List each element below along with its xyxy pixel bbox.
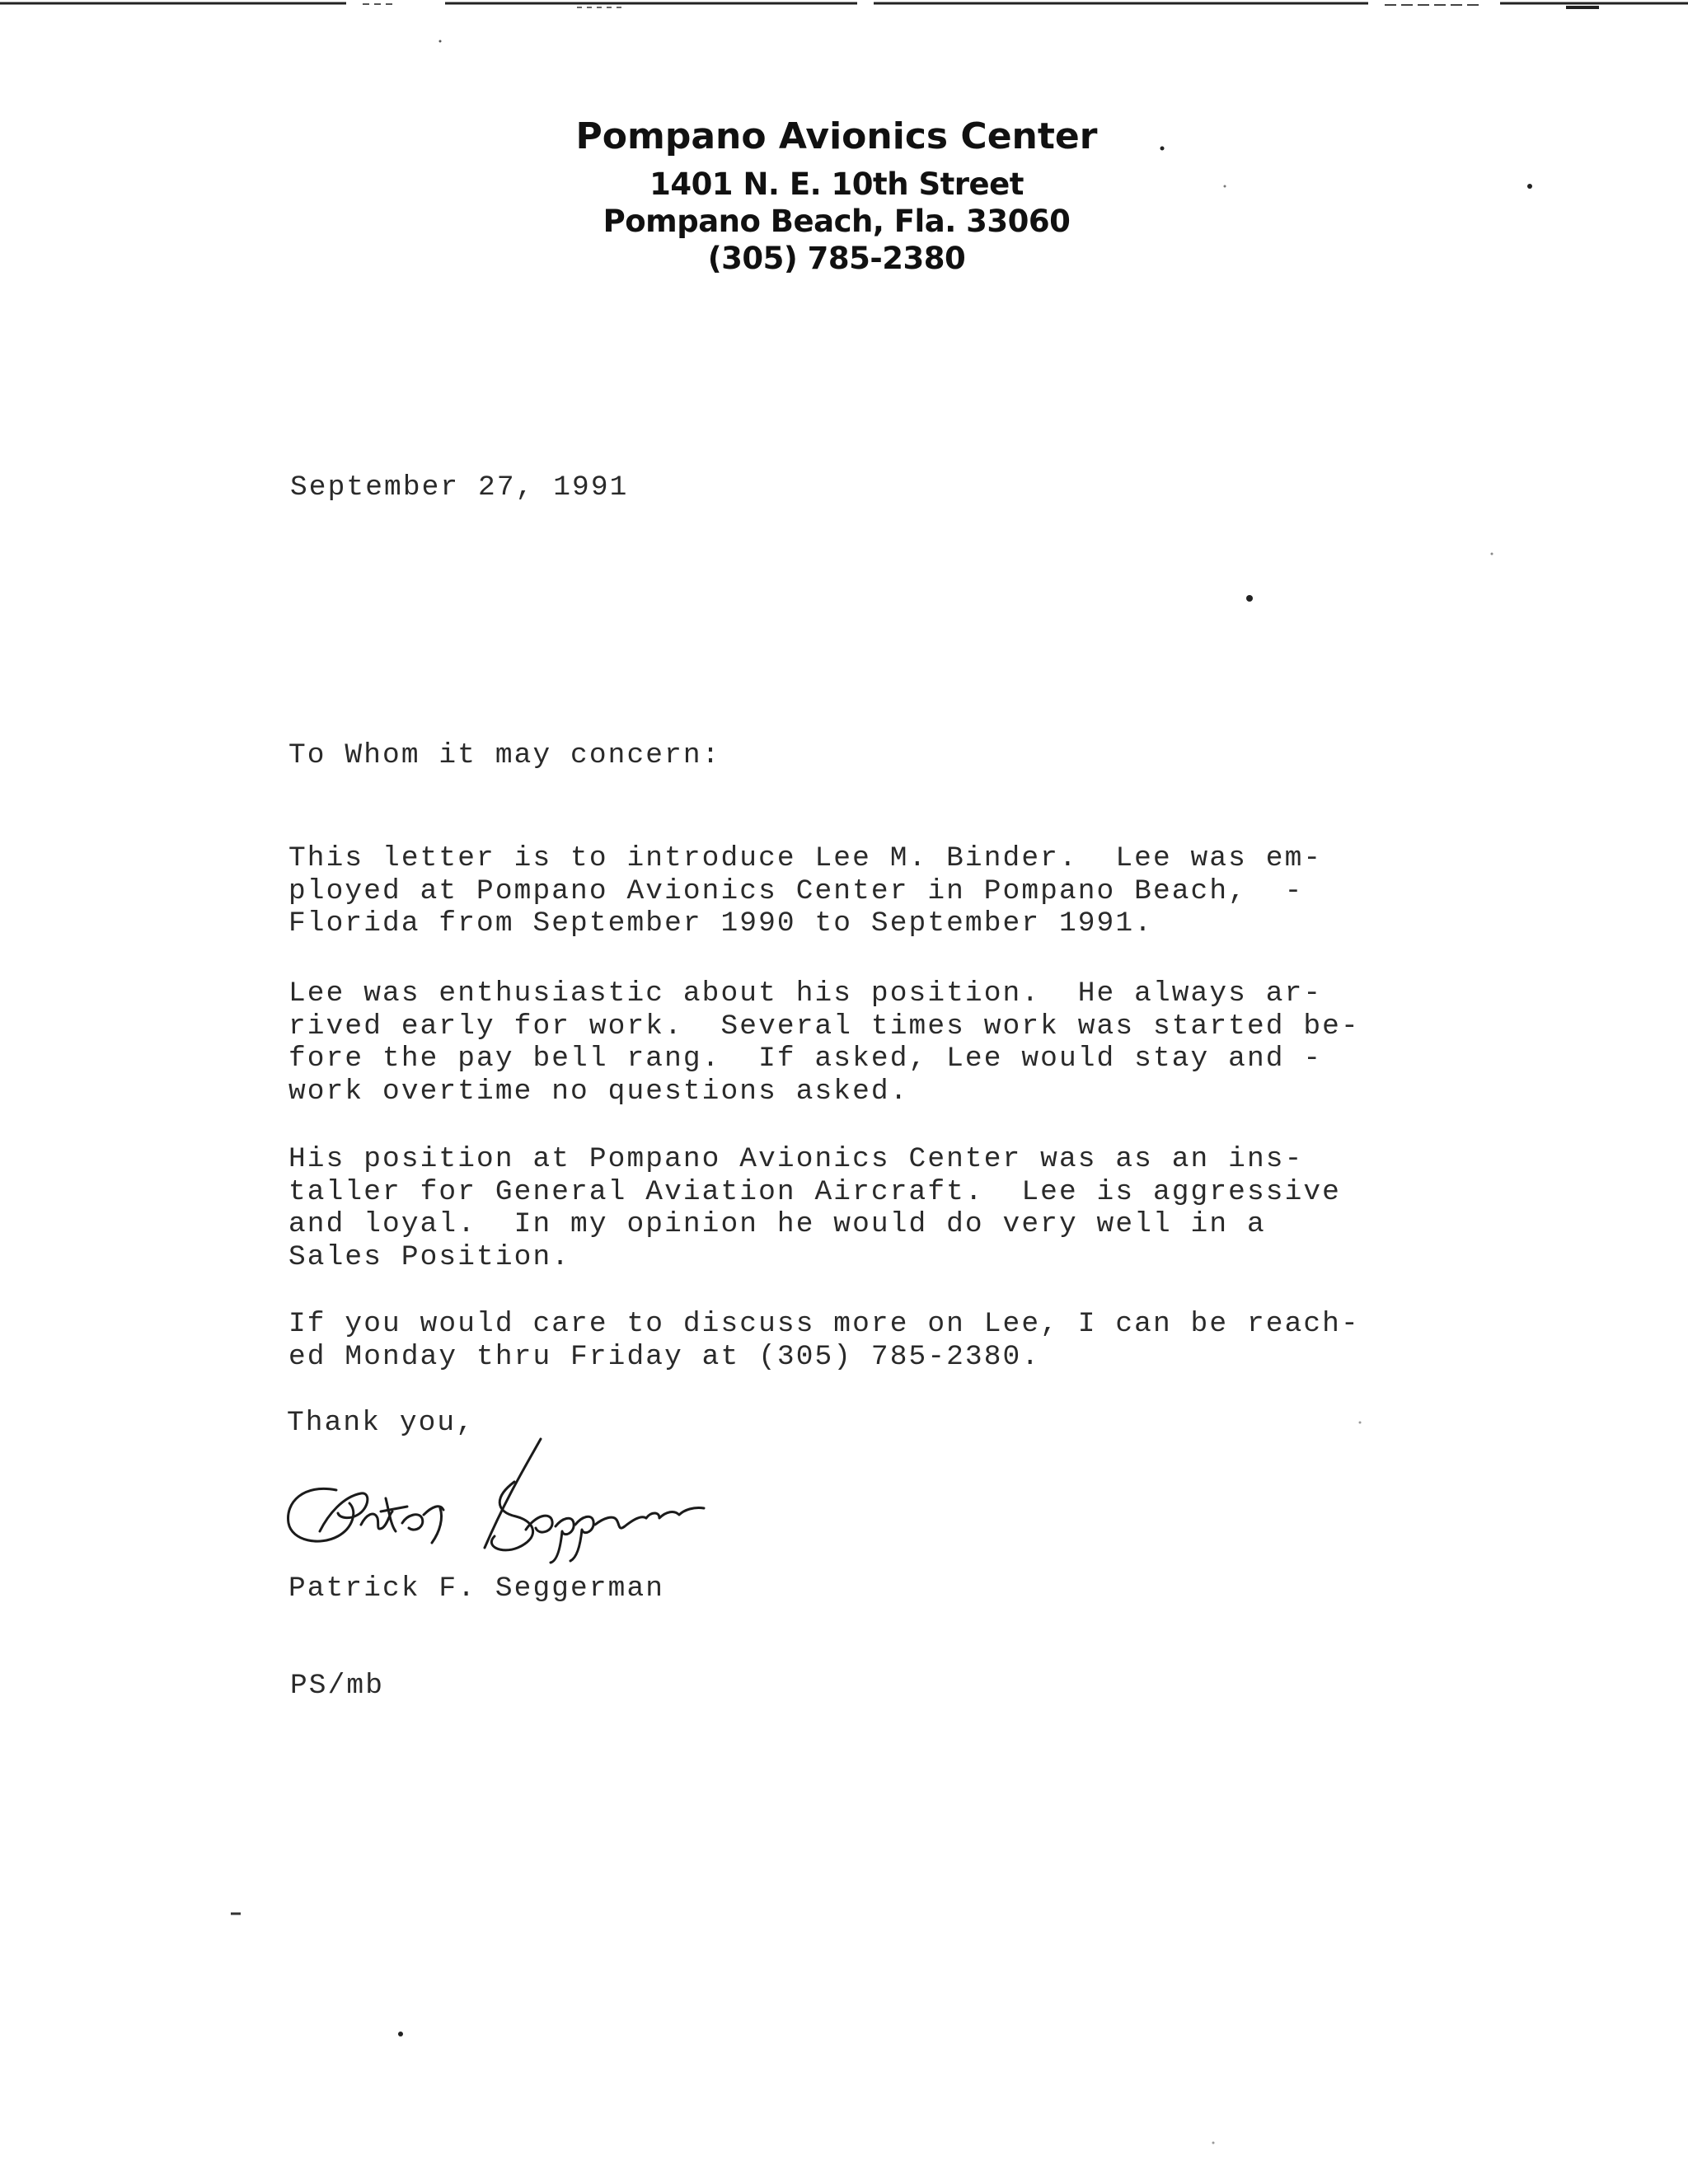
paragraph-line: ed Monday thru Friday at (305) 785-2380. [288, 1340, 1041, 1373]
body-paragraph [288, 842, 1322, 940]
company-street: 1401 N. E. 10th Street [649, 166, 1024, 202]
body-paragraph [288, 1143, 1341, 1273]
paragraph-line: This letter is to introduce Lee M. Binder. Lee was em- [288, 842, 1323, 874]
company-name: Pompano Avionics Center [575, 115, 1098, 157]
paragraph-line: rived early for work. Several times work was started be- [288, 1010, 1360, 1043]
company-city: Pompano Beach, Fla. 33060 [603, 204, 1071, 239]
paragraph-line: taller for General Aviation Aircraft. Lee is aggressive [288, 1175, 1341, 1208]
paragraph-line: work overtime no questions asked. [288, 1075, 909, 1108]
paragraph-line: Florida from September 1990 to September 1991. [288, 907, 1153, 940]
closing: Thank you, [287, 1407, 476, 1439]
paragraph-line: fore the pay bell rang. If asked, Lee would stay and - [288, 1043, 1323, 1075]
paragraph-line: Sales Position. [288, 1240, 571, 1273]
scan-edge-artifact [0, 0, 1688, 13]
paragraph-line: and loyal. In my opinion he would do very well in a [288, 1208, 1266, 1240]
paragraph-line: If you would care to discuss more on Lee, I can be reach- [288, 1308, 1360, 1340]
signer-name: Patrick F. Seggerman [288, 1572, 665, 1605]
body-paragraph [288, 1308, 1360, 1373]
body-paragraph [288, 977, 1360, 1108]
letter-date: September 27, 1991 [290, 471, 629, 504]
reference-initials: PS/mb [290, 1670, 385, 1702]
salutation: To Whom it may concern: [288, 739, 721, 771]
paragraph-line: His position at Pompano Avionics Center was as an ins- [288, 1143, 1304, 1175]
handwritten-signature [279, 1432, 724, 1564]
company-phone: (305) 785-2380 [707, 241, 966, 276]
paragraph-line: ployed at Pompano Avionics Center in Pompano Beach, - [288, 874, 1304, 907]
paragraph-line: Lee was enthusiastic about his position. He always ar- [288, 977, 1323, 1010]
